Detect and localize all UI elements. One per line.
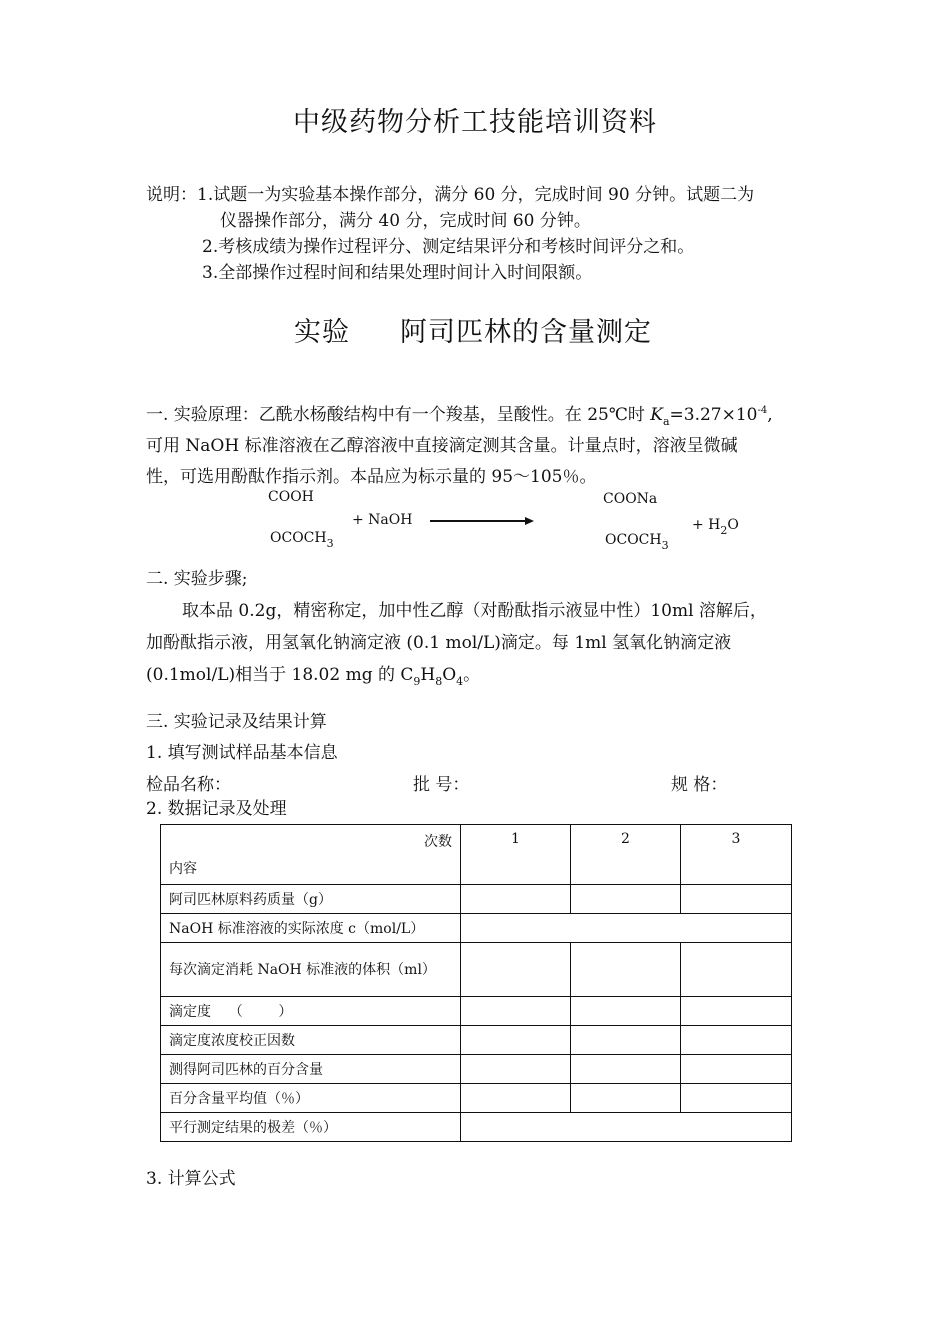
info-sample-name: 检品名称：: [146, 775, 231, 795]
notes-prefix: 说明：: [146, 185, 197, 205]
cell-percent-3[interactable]: [681, 1055, 792, 1084]
notes-item-2: 2.考核成绩为操作过程评分、测定结果评分和考核时间评分之和。: [202, 237, 695, 257]
formula-end: 。: [463, 665, 481, 685]
procedure-line-3: [146, 660, 481, 688]
cell-volume-1[interactable]: [461, 943, 571, 997]
row-label-titer: 滴定度 （ ）: [161, 997, 461, 1026]
cell-percent-2[interactable]: [571, 1055, 681, 1084]
cell-mass-2[interactable]: [571, 885, 681, 914]
ka-symbol: K: [650, 405, 663, 425]
product-ococh-text: OCOCH: [605, 532, 662, 548]
row-label-mass: 阿司匹林原料药质量（g）: [161, 885, 461, 914]
cell-titer-3[interactable]: [681, 997, 792, 1026]
water-o: O: [727, 517, 739, 533]
reaction-arrow-icon: [430, 520, 526, 522]
principle-text-1: 一. 实验原理：乙酰水杨酸结构中有一个羧基，呈酸性。在 25℃时: [146, 405, 651, 425]
document-title: 中级药物分析工技能培训资料: [293, 107, 657, 138]
product-water: [692, 517, 739, 537]
cell-mass-1[interactable]: [461, 885, 571, 914]
cell-percent-1[interactable]: [461, 1055, 571, 1084]
reagent-naoh: + NaOH: [352, 512, 413, 528]
header-col-1: 1: [461, 825, 571, 885]
table-header-corner: [161, 825, 461, 885]
cell-mass-3[interactable]: [681, 885, 792, 914]
cell-average-2[interactable]: [571, 1084, 681, 1113]
reactant-cooh: COOH: [268, 489, 314, 505]
info-specification: 规 格：: [671, 775, 728, 795]
cell-volume-2[interactable]: [571, 943, 681, 997]
table-row: [161, 885, 792, 914]
formula-sub-9: 9: [413, 675, 421, 688]
records-sub-2: 2. 数据记录及处理: [146, 799, 287, 819]
formula-h: H: [420, 665, 436, 685]
table-row: [161, 1055, 792, 1084]
water-h: + H: [692, 517, 721, 533]
header-times-label: 次数: [424, 834, 452, 850]
cell-volume-3[interactable]: [681, 943, 792, 997]
reactant-ococh3: [270, 530, 334, 550]
cell-range[interactable]: [461, 1113, 792, 1142]
product-ococh3: [605, 532, 669, 552]
table-row: [161, 943, 792, 997]
table-header-row: [161, 825, 792, 885]
row-label-volume: 每次滴定消耗 NaOH 标准液的体积（ml）: [161, 943, 461, 997]
product-coona: COONa: [603, 491, 658, 507]
row-label-average: 百分含量平均值（％）: [161, 1084, 461, 1113]
principle-line-3: 性，可选用酚酞作指示剂。本品应为标示量的 95～105％。: [146, 467, 597, 487]
records-heading: 三. 实验记录及结果计算: [146, 712, 327, 732]
notes-item-1-continued: 仪器操作部分，满分 40 分，完成时间 60 分钟。: [220, 211, 591, 231]
procedure-line-2: 加酚酞指示液，用氢氧化钠滴定液 (0.1 mol/L)滴定。每 1ml 氢氧化钠滴定液: [146, 633, 732, 653]
ka-exponent: -4: [757, 405, 768, 416]
cell-average-1[interactable]: [461, 1084, 571, 1113]
cell-titer-2[interactable]: [571, 997, 681, 1026]
table-row: [161, 1026, 792, 1055]
header-col-3: 3: [681, 825, 792, 885]
notes-line-1: [146, 180, 754, 205]
info-batch-number: 批 号：: [413, 775, 470, 795]
table-row: [161, 997, 792, 1026]
table-row: [161, 1113, 792, 1142]
product-ococh-sub: 3: [661, 539, 669, 552]
notes-item-3: 3.全部操作过程时间和结果处理时间计入时间限额。: [202, 263, 593, 283]
header-content-label: 内容: [169, 861, 197, 877]
experiment-label: 实验: [294, 317, 350, 348]
table-row: [161, 1084, 792, 1113]
cell-titer-1[interactable]: [461, 997, 571, 1026]
formula-o: O: [442, 665, 457, 685]
procedure-line-1: 取本品 0.2g，精密称定，加中性乙醇（对酚酞指示液显中性）10ml 溶解后，: [182, 601, 767, 621]
formula-sub-4: 4: [456, 675, 464, 688]
ka-value: =3.27×10: [669, 405, 758, 425]
records-sub-1: 1. 填写测试样品基本信息: [146, 743, 338, 763]
ka-subscript: a: [662, 415, 670, 428]
table-row: [161, 914, 792, 943]
experiment-title: 阿司匹林的含量测定: [400, 317, 652, 348]
row-label-percent: 测得阿司匹林的百分含量: [161, 1055, 461, 1084]
cell-concentration[interactable]: [461, 914, 792, 943]
procedure-heading: 二. 实验步骤;: [146, 569, 248, 589]
row-label-factor: 滴定度浓度校正因数: [161, 1026, 461, 1055]
principle-line-2: 可用 NaOH 标准溶液在乙醇溶液中直接滴定测其含量。计量点时，溶液呈微碱: [146, 436, 738, 456]
cell-factor-1[interactable]: [461, 1026, 571, 1055]
data-record-table: [160, 824, 792, 1142]
procedure-line-3-text: (0.1mol/L)相当于 18.02 mg 的 C: [146, 665, 414, 685]
ka-end: ,: [767, 405, 773, 425]
row-label-concentration: NaOH 标准溶液的实际浓度 c（mol/L）: [161, 914, 461, 943]
principle-line-1: [146, 400, 773, 428]
cell-average-3[interactable]: [681, 1084, 792, 1113]
formula-sub-8: 8: [435, 675, 443, 688]
reactant-ococh-sub: 3: [326, 537, 334, 550]
records-sub-3: 3. 计算公式: [146, 1169, 236, 1189]
row-label-range: 平行测定结果的极差（％）: [161, 1113, 461, 1142]
header-col-2: 2: [571, 825, 681, 885]
cell-factor-2[interactable]: [571, 1026, 681, 1055]
reactant-ococh-text: OCOCH: [270, 530, 327, 546]
cell-factor-3[interactable]: [681, 1026, 792, 1055]
notes-item-1: 1.试题一为实验基本操作部分，满分 60 分，完成时间 90 分钟。试题二为: [197, 185, 755, 205]
water-sub: 2: [720, 524, 728, 537]
